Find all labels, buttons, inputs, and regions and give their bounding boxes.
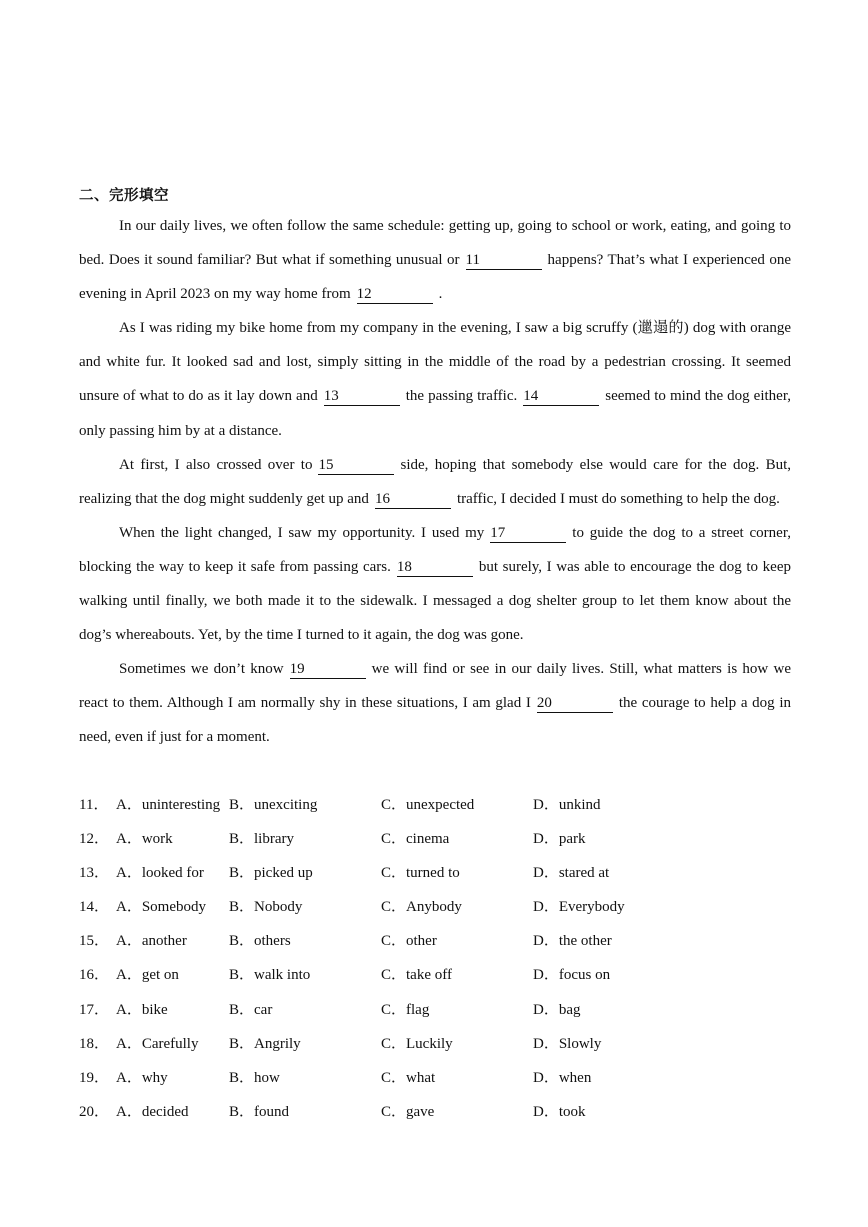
question-row-13 (79, 856, 791, 890)
option-a: A．uninteresting (116, 797, 221, 813)
passage-text: When the light changed, I saw my opportunity. I used my (119, 524, 485, 541)
question-number: 12． (79, 831, 110, 848)
option-c: C．Luckily (381, 1035, 453, 1052)
option-b: B．found (229, 1103, 290, 1120)
question-number: 20． (79, 1103, 110, 1120)
option-c: C．gave (381, 1103, 435, 1120)
question-row-18 (79, 1027, 791, 1061)
option-b: B．picked up (229, 865, 313, 882)
option-b: B．walk into (229, 967, 311, 984)
question-number: 17． (79, 1001, 110, 1018)
option-b: B．others (229, 933, 291, 950)
answer-options (79, 788, 791, 1129)
blank-19: 19 (290, 661, 366, 679)
passage-paragraph-5 (79, 652, 791, 754)
passage-text: side, hoping that somebody else would care for the dog. But, realizing that the dog might suddenly get up and (79, 456, 791, 507)
option-d: D．Everybody (533, 899, 625, 916)
blank-15: 15 (318, 457, 394, 475)
passage-text: As I was riding my bike home from my company in the evening, I saw a big scruffy (邋遢的) dog with orange and white fur. It looked sad and lost, simply sitting in the middle of the road by a pedestrian crossing. It seemed unsure of what to do as it lay down and (79, 320, 791, 405)
option-a: A．another (116, 933, 187, 950)
cloze-passage (79, 209, 791, 755)
option-b: B．unexciting (229, 797, 318, 813)
option-a: A．Carefully (116, 1035, 199, 1052)
question-row-17 (79, 993, 791, 1027)
option-b: B．car (229, 1001, 273, 1018)
passage-paragraph-1 (79, 209, 791, 311)
option-c: C．take off (381, 967, 452, 984)
option-c: C．what (381, 1069, 436, 1086)
blank-20: 20 (537, 695, 613, 713)
question-row-11 (79, 788, 791, 822)
passage-text: seemed to mind the dog either, only passing him by at a distance. (79, 388, 791, 439)
option-d: D．Slowly (533, 1035, 602, 1052)
option-d: D．bag (533, 1001, 581, 1018)
passage-paragraph-2 (79, 311, 791, 447)
option-c: C．cinema (381, 831, 450, 848)
passage-text: At first, I also crossed over to (119, 456, 313, 473)
question-number: 14． (79, 899, 110, 916)
option-d: D．park (533, 831, 586, 848)
passage-text: happens? That’s what I experienced one evening in April 2023 on my way home from (79, 252, 791, 303)
question-row-16 (79, 958, 791, 992)
question-row-14 (79, 890, 791, 924)
option-a: A．looked for (116, 865, 204, 882)
option-c: C．turned to (381, 865, 460, 882)
option-a: A．decided (116, 1103, 189, 1120)
passage-paragraph-4 (79, 516, 791, 652)
blank-11: 11 (466, 252, 542, 270)
question-number: 18． (79, 1035, 110, 1052)
passage-text: but surely, I was able to encourage the dog to keep walking until finally, we both made it to the sidewalk. I messaged a dog shelter group to let them know about the dog’s whereabouts. Yet, by the time I turned to it again, the dog was gone. (79, 558, 791, 644)
option-d: D．took (533, 1103, 586, 1120)
option-d: D．focus on (533, 967, 611, 984)
question-row-19 (79, 1061, 791, 1095)
question-number: 16． (79, 967, 110, 984)
option-b: B．how (229, 1069, 280, 1086)
passage-text: the passing traffic. (405, 388, 518, 405)
option-c: C．Anybody (381, 899, 462, 916)
option-c: C．flag (381, 1001, 430, 1018)
passage-text: . (438, 286, 443, 303)
option-a: A．bike (116, 1001, 168, 1018)
blank-16: 16 (375, 491, 451, 509)
question-number: 15． (79, 933, 110, 950)
question-number: 19． (79, 1069, 110, 1086)
question-row-12 (79, 822, 791, 856)
option-a: A．work (116, 831, 173, 848)
option-a: A．why (116, 1069, 168, 1086)
question-number: 13． (79, 865, 110, 882)
passage-text: In our daily lives, we often follow the same schedule: getting up, going to school or work, eating, and going to bed. Does it sound familiar? But what if something unusual or (79, 218, 791, 269)
option-a: A．Somebody (116, 899, 207, 916)
option-b: B．library (229, 831, 294, 848)
blank-13: 13 (324, 388, 400, 406)
option-d: D．stared at (533, 865, 610, 882)
option-d: D．unkind (533, 797, 601, 813)
question-row-15 (79, 924, 791, 958)
option-d: D．the other (533, 933, 612, 950)
option-a: A．get on (116, 967, 179, 984)
passage-text: to guide the dog to a street corner, blocking the way to keep it safe from passing cars. (79, 524, 791, 575)
blank-12: 12 (357, 286, 433, 304)
passage-text: traffic, I decided I must do something to help the dog. (456, 490, 780, 507)
blank-17: 17 (490, 525, 566, 543)
blank-14: 14 (523, 388, 599, 406)
passage-text: the courage to help a dog in need, even if just for a moment. (79, 695, 791, 746)
passage-text: Sometimes we don’t know (119, 661, 284, 678)
option-c: C．unexpected (381, 797, 475, 813)
option-b: B．Angrily (229, 1035, 301, 1052)
passage-paragraph-3 (79, 448, 791, 516)
option-d: D．when (533, 1069, 592, 1086)
blank-18: 18 (397, 559, 473, 577)
option-b: B．Nobody (229, 899, 303, 916)
section-title: 二、完形填空 (79, 188, 169, 204)
question-number: 11． (79, 797, 109, 813)
passage-text: we will find or see in our daily lives. Still, what matters is how we react to them. Although I am normally shy in these situations, I am glad I (79, 661, 791, 712)
option-c: C．other (381, 933, 437, 950)
question-row-20 (79, 1095, 791, 1129)
